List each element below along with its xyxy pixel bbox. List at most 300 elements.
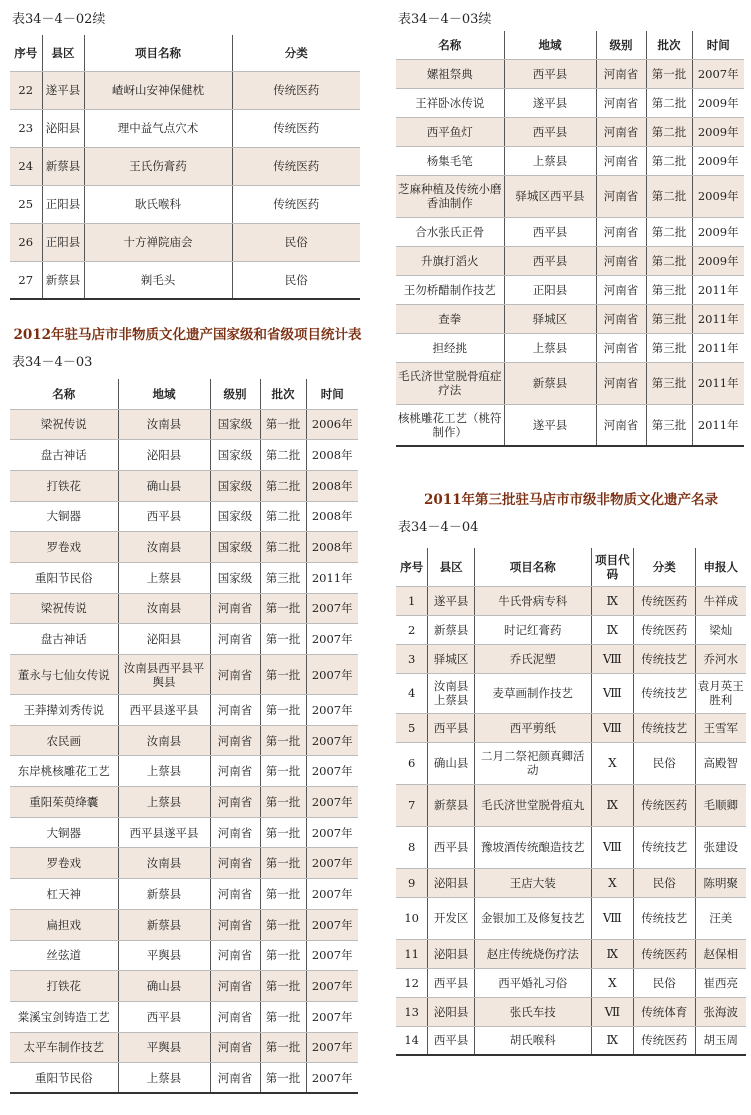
table-cell: 西平婚礼习俗 [474,968,591,997]
table-cell: 正阳县 [42,223,84,261]
table-cell: 河南省 [210,971,260,1002]
table-cell: 第二批 [260,501,306,532]
table-cell: 9 [396,868,428,897]
table-cell: 河南省 [596,146,646,175]
table-cell: Ⅶ [591,997,633,1026]
table-t3 [396,31,744,447]
table-cell: 汝南县 [118,848,210,879]
table-cell: 确山县 [118,971,210,1002]
table-cell: 第二批 [260,532,306,563]
table-cell: 2011年 [692,362,744,404]
table-cell: 8 [396,826,428,868]
table-row [396,742,746,784]
table-cell: 豫坡酒传统酿造技艺 [474,826,591,868]
table-cell: 第一批 [260,725,306,756]
table-cell: 开发区 [428,897,475,939]
table-cell: 2007年 [306,695,358,726]
table-cell: 确山县 [428,742,475,784]
table-cell: 2007年 [306,879,358,910]
table-cell: 西平县 [504,246,596,275]
column-header: 批次 [260,379,306,409]
table-cell: 合水张氏正骨 [396,217,504,246]
table-cell: 河南省 [210,593,260,624]
table-cell: 2009年 [692,88,744,117]
table-cell: 河南省 [596,88,646,117]
table-cell: 2011年 [692,333,744,362]
table-t4 [396,548,746,1056]
table-cell: 丝弦道 [10,940,118,971]
table-cell: 2 [396,615,428,644]
table-cell: 第一批 [260,971,306,1002]
table-row [10,940,358,971]
table-cell: 遂平县 [504,404,596,446]
table-cell: 罗卷戏 [10,532,118,563]
table-cell: 扁担戏 [10,909,118,940]
table-cell: 2007年 [306,1001,358,1032]
table-cell: 胡玉周 [695,1026,746,1055]
table-cell: 驿城区 [504,304,596,333]
table-cell: 10 [396,897,428,939]
table-cell: 河南省 [210,1001,260,1032]
table-row [396,304,744,333]
table-cell: Ⅹ [591,968,633,997]
section-title-t4: 2011年第三批驻马店市市级非物质文化遗产名录 [423,492,719,508]
table-row [10,71,360,109]
column-header: 序号 [396,548,428,586]
table-cell: 河南省 [210,624,260,655]
column-header: 申报人 [695,548,746,586]
table-cell: 泌阳县 [118,624,210,655]
table-cell: 查拳 [396,304,504,333]
table-cell: 胡氏喉科 [474,1026,591,1055]
table-cell: 第一批 [260,817,306,848]
table-cell: 张氏车技 [474,997,591,1026]
table-row [396,968,746,997]
table-cell: 2011年 [692,275,744,304]
column-header: 项目名称 [84,35,232,71]
table-cell: 赵庄传统烧伤疗法 [474,939,591,968]
table-cell: Ⅸ [591,586,633,615]
table-cell: 重阳节民俗 [10,562,118,593]
table-cell: 2008年 [306,532,358,563]
table-cell: 十方禅院庙会 [84,223,232,261]
table-cell: 河南省 [210,909,260,940]
table-cell: 麦草画制作技艺 [474,673,591,713]
table-cell: 2007年 [306,1032,358,1063]
table-cell: 传统医药 [232,147,360,185]
table-cell: 王雪军 [695,713,746,742]
table-cell: 河南省 [596,217,646,246]
table-cell: 传统技艺 [634,713,696,742]
table-cell: 西平县遂平县 [118,817,210,848]
table-row [10,971,358,1002]
table-cell: 核桃雕花工艺（桃符制作） [396,404,504,446]
table-cell: 2007年 [306,787,358,818]
table-cell: 梁祝传说 [10,593,118,624]
table-label-t4: 表34－4－04 [398,520,479,535]
column-header: 时间 [306,379,358,409]
table-cell: 打铁花 [10,971,118,1002]
table-cell: 第三批 [260,562,306,593]
table-cell: 2007年 [306,593,358,624]
table-row [396,997,746,1026]
table-row [396,826,746,868]
table-cell: 毛氏济世堂脱骨疽丸 [474,784,591,826]
table-cell: 第三批 [646,275,692,304]
table-row [396,88,744,117]
table-cell: 第二批 [646,146,692,175]
table-cell: 新蔡县 [428,615,475,644]
table-row [396,146,744,175]
table-cell: 河南省 [596,117,646,146]
table-cell: 2009年 [692,146,744,175]
table-cell: 传统医药 [232,71,360,109]
table-cell: 2007年 [306,971,358,1002]
table-cell: 22 [10,71,42,109]
table-cell: 第二批 [646,246,692,275]
table-cell: 遂平县 [42,71,84,109]
table-cell: 第一批 [260,409,306,440]
table-cell: 西平县 [504,59,596,88]
table-cell: 乔河水 [695,644,746,673]
table-cell: 13 [396,997,428,1026]
table-row [10,655,358,695]
table-cell: Ⅷ [591,713,633,742]
table-cell: 毛氏济世堂脱骨疽症疗法 [396,362,504,404]
table-cell: 河南省 [596,304,646,333]
table-cell: 2009年 [692,117,744,146]
table-cell: 传统医药 [634,939,696,968]
column-header: 名称 [10,379,118,409]
table-cell: 汝南县上蔡县 [428,673,475,713]
table-cell: 6 [396,742,428,784]
table-cell: 7 [396,784,428,826]
table-cell: 芝麻种植及传统小磨香油制作 [396,175,504,217]
table-cell: 河南省 [596,59,646,88]
table-cell: 5 [396,713,428,742]
table-cell: Ⅷ [591,644,633,673]
table-cell: 传统医药 [634,1026,696,1055]
table-row [10,848,358,879]
table-cell: 西平县 [118,1001,210,1032]
column-header: 地域 [504,31,596,59]
table-cell: 第二批 [646,217,692,246]
column-header: 县区 [42,35,84,71]
table-row [10,147,360,185]
table-cell: 国家级 [210,440,260,471]
table-cell: 传统技艺 [634,673,696,713]
table-cell: 2007年 [306,725,358,756]
table-cell: 驿城区西平县 [504,175,596,217]
table-cell: 确山县 [118,470,210,501]
table-cell: 大铜器 [10,817,118,848]
table-cell: 传统医药 [634,615,696,644]
table-cell: 遂平县 [428,586,475,615]
table-cell: 2007年 [306,940,358,971]
table-row [396,784,746,826]
table-cell: 梁祝传说 [10,409,118,440]
table-cell: 河南省 [210,725,260,756]
table-cell: 平舆县 [118,940,210,971]
table-cell: Ⅸ [591,939,633,968]
table-cell: 民俗 [232,223,360,261]
table-cell: 驿城区 [428,644,475,673]
table-cell: 国家级 [210,562,260,593]
table-cell: 剃毛头 [84,261,232,299]
table-row [10,817,358,848]
table-cell: 乔氏泥塑 [474,644,591,673]
table-cell: 罗卷戏 [10,848,118,879]
table-row [10,879,358,910]
table-t2 [10,379,358,1094]
table-cell: 第一批 [260,695,306,726]
table-row [10,532,358,563]
table-cell: 赵保相 [695,939,746,968]
table-cell: 2007年 [306,909,358,940]
table-cell: 新蔡县 [118,879,210,910]
table-row [10,1063,358,1094]
table-cell: 4 [396,673,428,713]
table-row [10,695,358,726]
table-cell: 河南省 [210,1063,260,1094]
table-cell: 张海波 [695,997,746,1026]
table-cell: 传统体育 [634,997,696,1026]
table-cell: 第二批 [646,175,692,217]
table-cell: 西平鱼灯 [396,117,504,146]
table-cell: 2006年 [306,409,358,440]
table-row [396,217,744,246]
column-header: 项目名称 [474,548,591,586]
table-cell: 2007年 [306,817,358,848]
table-row [10,185,360,223]
table-cell: 河南省 [596,275,646,304]
column-header: 序号 [10,35,42,71]
table-row [396,586,746,615]
table-cell: 高殿智 [695,742,746,784]
table-cell: 23 [10,109,42,147]
table-cell: 西平县遂平县 [118,695,210,726]
table-cell: 第二批 [646,117,692,146]
table-cell: Ⅸ [591,1026,633,1055]
table-cell: 2007年 [306,756,358,787]
table-cell: 12 [396,968,428,997]
table-cell: 新蔡县 [42,147,84,185]
table-cell: 农民画 [10,725,118,756]
table-cell: 2009年 [692,246,744,275]
table-cell: 毛顺卿 [695,784,746,826]
table-cell: 王勿桥醋制作技艺 [396,275,504,304]
table-cell: 第二批 [646,88,692,117]
table-row [396,117,744,146]
column-header: 分类 [232,35,360,71]
table-cell: Ⅷ [591,826,633,868]
table-cell: 汝南县 [118,725,210,756]
table-row [396,713,746,742]
table-cell: 传统医药 [634,586,696,615]
table-cell: 泌阳县 [428,939,475,968]
table-cell: 民俗 [634,868,696,897]
table-row [396,404,744,446]
table-cell: 汝南县 [118,532,210,563]
column-header: 名称 [396,31,504,59]
table-cell: 传统技艺 [634,826,696,868]
table-cell: 第一批 [260,756,306,787]
table-cell: 王氏伤膏药 [84,147,232,185]
table-cell: 杠天神 [10,879,118,910]
table-cell: 张建设 [695,826,746,868]
table-cell: 时记红膏药 [474,615,591,644]
table-cell: 西平剪纸 [474,713,591,742]
table-cell: 新蔡县 [118,909,210,940]
table-cell: 第一批 [260,624,306,655]
table-row [10,109,360,147]
table-cell: 第一批 [260,655,306,695]
table-cell: 第一批 [260,593,306,624]
table-cell: 26 [10,223,42,261]
table-cell: 王莽撵刘秀传说 [10,695,118,726]
table-cell: 陈明聚 [695,868,746,897]
table-cell: 河南省 [210,756,260,787]
table-cell: 第一批 [260,909,306,940]
table-cell: 第一批 [260,879,306,910]
table-cell: 2008年 [306,501,358,532]
column-header: 县区 [428,548,475,586]
table-cell: 2009年 [692,217,744,246]
table-cell: 遂平县 [504,88,596,117]
table-cell: Ⅷ [591,897,633,939]
table-cell: 第三批 [646,404,692,446]
table-row [10,593,358,624]
table-cell: 民俗 [232,261,360,299]
table-cell: 传统医药 [232,109,360,147]
column-header: 地域 [118,379,210,409]
table-cell: 河南省 [210,848,260,879]
table-cell: 太平车制作技艺 [10,1032,118,1063]
table-cell: 金银加工及修复技艺 [474,897,591,939]
table-cell: 打铁花 [10,470,118,501]
table-cell: 第一批 [260,787,306,818]
table-cell: 河南省 [596,246,646,275]
table-row [396,275,744,304]
table-label-t2: 表34－4－03 [12,355,93,370]
table-cell: 2007年 [306,848,358,879]
column-header: 级别 [210,379,260,409]
table-cell: 梁灿 [695,615,746,644]
table-cell: Ⅹ [591,742,633,784]
table-cell: 2011年 [692,404,744,446]
column-header: 项目代码 [591,548,633,586]
table-cell: 新蔡县 [504,362,596,404]
column-header: 批次 [646,31,692,59]
table-cell: 2007年 [692,59,744,88]
table-cell: 上蔡县 [118,562,210,593]
table-cell: 河南省 [210,695,260,726]
table-row [396,644,746,673]
table-label-t3: 表34－4－03续 [398,12,492,27]
table-cell: 重阳茱萸绛囊 [10,787,118,818]
table-cell: 上蔡县 [118,1063,210,1094]
table-row [10,440,358,471]
table-cell: 第三批 [646,304,692,333]
table-cell: 正阳县 [42,185,84,223]
table-row [10,909,358,940]
table-cell: 升旗打滔火 [396,246,504,275]
table-cell: 理中益气点穴术 [84,109,232,147]
table-cell: 国家级 [210,532,260,563]
table-cell: 西平县 [504,117,596,146]
table-row [396,362,744,404]
table-cell: 24 [10,147,42,185]
table-t1 [10,35,360,300]
table-cell: 西平县 [504,217,596,246]
table-row [396,939,746,968]
table-cell: 第一批 [260,1001,306,1032]
table-cell: 河南省 [596,175,646,217]
table-cell: 上蔡县 [504,146,596,175]
table-row [10,470,358,501]
table-cell: 传统医药 [232,185,360,223]
table-cell: 传统技艺 [634,644,696,673]
table-cell: 西平县 [428,1026,475,1055]
table-cell: 王店大装 [474,868,591,897]
table-cell: 2008年 [306,470,358,501]
table-row [10,756,358,787]
table-cell: 泌阳县 [42,109,84,147]
table-row [396,59,744,88]
table-cell: Ⅸ [591,784,633,826]
column-header: 时间 [692,31,744,59]
table-cell: 第二批 [260,440,306,471]
table-cell: 汪美 [695,897,746,939]
table-cell: 担经挑 [396,333,504,362]
table-cell: 盘古神话 [10,440,118,471]
table-cell: 东岸桃核雕花工艺 [10,756,118,787]
table-cell: 耿氏喉科 [84,185,232,223]
table-row [396,897,746,939]
table-row [10,624,358,655]
table-cell: 正阳县 [504,275,596,304]
table-cell: 国家级 [210,470,260,501]
table-cell: 27 [10,261,42,299]
table-cell: 嫘祖祭典 [396,59,504,88]
table-cell: 第一批 [646,59,692,88]
table-cell: 河南省 [210,655,260,695]
table-cell: 大铜器 [10,501,118,532]
table-row [396,246,744,275]
table-cell: 泌阳县 [428,997,475,1026]
table-cell: 11 [396,939,428,968]
table-cell: 河南省 [210,817,260,848]
table-cell: Ⅷ [591,673,633,713]
table-cell: 汝南县 [118,593,210,624]
table-cell: 袁月英王胜利 [695,673,746,713]
table-row [10,1001,358,1032]
table-cell: 2011年 [692,304,744,333]
table-cell: 第三批 [646,333,692,362]
table-cell: Ⅹ [591,868,633,897]
table-cell: 2011年 [306,562,358,593]
table-cell: 第一批 [260,940,306,971]
table-cell: 平舆县 [118,1032,210,1063]
table-cell: 14 [396,1026,428,1055]
table-cell: 董永与七仙女传说 [10,655,118,695]
table-cell: 盘古神话 [10,624,118,655]
table-cell: 25 [10,185,42,223]
table-cell: 崔西亮 [695,968,746,997]
section-title-t2: 2012年驻马店市非物质文化遗产国家级和省级项目统计表 [13,327,362,343]
table-row [10,725,358,756]
table-cell: 2009年 [692,175,744,217]
